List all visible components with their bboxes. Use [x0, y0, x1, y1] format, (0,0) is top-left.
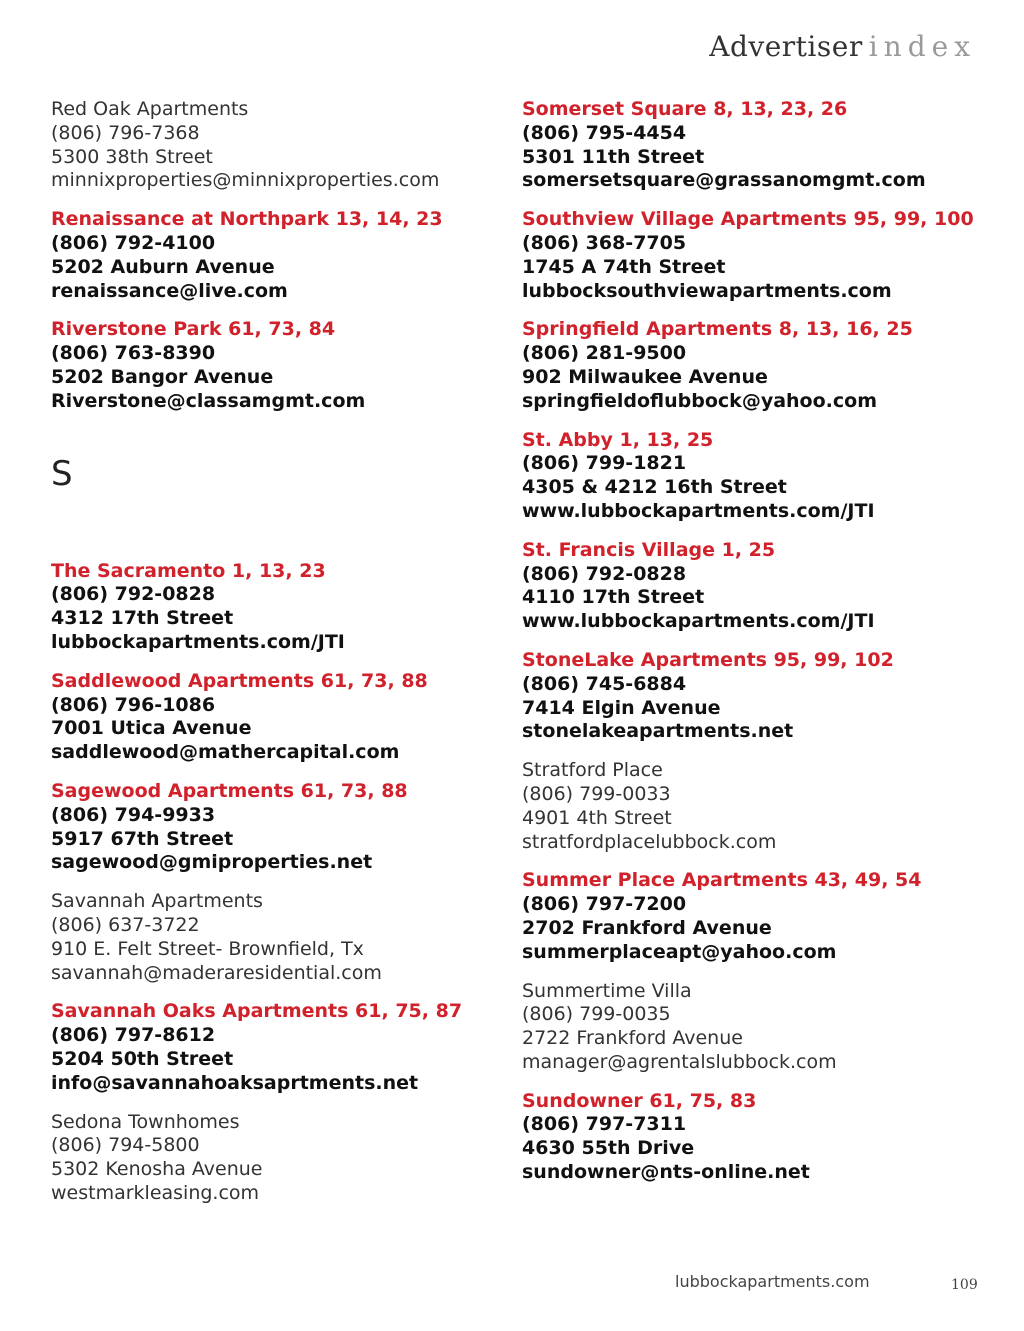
listing-phone: (806) 794-9933: [51, 803, 216, 826]
listing-contact: sundowner@nts-online.net: [522, 1161, 810, 1184]
left-column-top-listings: [51, 98, 491, 414]
listing-address: 7001 Utica Avenue: [51, 717, 252, 740]
listing-phone: (806) 792-0828: [51, 583, 216, 606]
listing-address: 5301 11th Street: [522, 145, 705, 168]
listing-phone: (806) 796-1086: [51, 693, 216, 716]
listing-contact: Riverstone@classamgmt.com: [51, 389, 366, 412]
listing-address: 4312 17th Street: [51, 607, 234, 630]
listing-name: Riverstone Park 61, 73, 84: [51, 318, 336, 341]
listing-contact: sagewood@gmiproperties.net: [51, 851, 373, 874]
listing-entry: [522, 98, 962, 193]
listing-entry: [51, 670, 491, 765]
listing-name: Sundowner 61, 75, 83: [522, 1089, 757, 1112]
listing-contact: westmarkleasing.com: [51, 1181, 260, 1204]
listing-name: Summer Place Apartments 43, 49, 54: [522, 869, 922, 892]
listing-name: Red Oak Apartments: [51, 98, 249, 120]
page-number: 109: [951, 1277, 978, 1293]
listing-address: 7414 Elgin Avenue: [522, 696, 721, 719]
section-letter: S: [51, 453, 73, 494]
listing-contact: saddlewood@mathercapital.com: [51, 741, 400, 764]
listing-address: 5202 Auburn Avenue: [51, 255, 275, 278]
listing-contact: stonelakeapartments.net: [522, 720, 794, 743]
page-header: [709, 30, 976, 63]
listing-address: 4901 4th Street: [522, 806, 672, 829]
header-title-word: Advertiser: [709, 30, 863, 63]
listing-entry: [522, 1090, 962, 1185]
listing-name: Stratford Place: [522, 759, 663, 782]
listing-name: Savannah Apartments: [51, 890, 263, 913]
listing-entry: [522, 429, 962, 524]
listing-contact: info@savannahoaksaprtments.net: [51, 1071, 419, 1094]
listing-phone: (806) 794-5800: [51, 1134, 200, 1157]
listing-contact: springfieldoflubbock@yahoo.com: [522, 389, 877, 412]
listing-entry: [51, 208, 491, 303]
listing-entry: [522, 759, 962, 854]
listing-phone: (806) 799-0033: [522, 782, 671, 805]
listing-address: 5302 Kenosha Avenue: [51, 1158, 263, 1181]
listing-contact: savannah@maderaresidential.com: [51, 961, 382, 984]
listing-phone: (806) 797-7200: [522, 893, 687, 916]
listing-address: 4110 17th Street: [522, 586, 705, 609]
listing-phone: (806) 792-4100: [51, 231, 216, 254]
listing-address: 2722 Frankford Avenue: [522, 1027, 743, 1050]
listing-address: 4305 & 4212 16th Street: [522, 476, 787, 499]
listing-entry: [51, 98, 491, 193]
listing-entry: [522, 208, 974, 303]
listing-phone: (806) 797-7311: [522, 1113, 687, 1136]
listing-entry: [522, 869, 962, 964]
listing-address: 902 Milwaukee Avenue: [522, 365, 768, 388]
listing-name: StoneLake Apartments 95, 99, 102: [522, 648, 894, 671]
listing-phone: (806) 799-0035: [522, 1003, 671, 1026]
listing-address: 2702 Frankford Avenue: [522, 916, 772, 939]
listing-entry: [522, 539, 962, 634]
listing-phone: (806) 745-6884: [522, 672, 687, 695]
listing-address: 4630 55th Drive: [522, 1137, 695, 1160]
listing-entry: [522, 980, 962, 1075]
listing-phone: (806) 792-0828: [522, 562, 687, 585]
listing-address: 910 E. Felt Street- Brownfield, Tx: [51, 937, 364, 960]
listing-name: St. Abby 1, 13, 25: [522, 428, 714, 451]
header-index-word: index: [868, 30, 976, 63]
listing-contact: somersetsquare@grassanomgmt.com: [522, 169, 926, 192]
left-column-bottom-listings: [51, 560, 491, 1206]
listing-entry: [51, 1000, 491, 1095]
listing-phone: (806) 796-7368: [51, 121, 200, 144]
listing-contact: www.lubbockapartments.com/JTI: [522, 499, 875, 522]
listing-name: St. Francis Village 1, 25: [522, 538, 776, 561]
listing-phone: (806) 795-4454: [522, 121, 687, 144]
listing-entry: [51, 1111, 491, 1206]
listing-name: Saddlewood Apartments 61, 73, 88: [51, 669, 428, 692]
left-column: [51, 98, 491, 1221]
listing-address: 5204 50th Street: [51, 1047, 234, 1070]
listing-name: Renaissance at Northpark 13, 14, 23: [51, 208, 443, 231]
right-column-listings: [522, 98, 974, 1185]
listing-contact: stratfordplacelubbock.com: [522, 830, 777, 853]
listing-contact: manager@agrentalslubbock.com: [522, 1050, 837, 1073]
listing-contact: www.lubbockapartments.com/JTI: [522, 610, 875, 633]
listing-contact: minnixproperties@minnixproperties.com: [51, 169, 440, 192]
listing-entry: [51, 890, 491, 985]
listing-entry: [51, 318, 491, 413]
listing-phone: (806) 799-1821: [522, 452, 687, 475]
listing-name: The Sacramento 1, 13, 23: [51, 559, 326, 582]
listing-address: 5202 Bangor Avenue: [51, 365, 274, 388]
listing-name: Summertime Villa: [522, 979, 692, 1002]
listing-contact: lubbocksouthviewapartments.com: [522, 279, 892, 302]
listing-contact: lubbockapartments.com/JTI: [51, 630, 345, 653]
listing-phone: (806) 797-8612: [51, 1024, 216, 1047]
listing-phone: (806) 368-7705: [522, 231, 687, 254]
footer-website: lubbockapartments.com: [675, 1272, 870, 1291]
listing-entry: [51, 780, 491, 875]
listing-name: Southview Village Apartments 95, 99, 100: [522, 208, 974, 231]
listing-name: Sedona Townhomes: [51, 1110, 240, 1133]
listing-address: 1745 A 74th Street: [522, 255, 726, 278]
listing-address: 5917 67th Street: [51, 827, 234, 850]
listing-contact: summerplaceapt@yahoo.com: [522, 940, 837, 963]
listing-address: 5300 38th Street: [51, 145, 213, 168]
listing-phone: (806) 637-3722: [51, 913, 200, 936]
right-column: [522, 98, 974, 1200]
listing-name: Springfield Apartments 8, 13, 16, 25: [522, 318, 913, 341]
listing-name: Somerset Square 8, 13, 23, 26: [522, 98, 848, 120]
listing-entry: [51, 560, 491, 655]
listing-phone: (806) 281-9500: [522, 342, 687, 365]
listing-entry: [522, 318, 962, 413]
listing-contact: renaissance@live.com: [51, 279, 288, 302]
listing-entry: [522, 649, 962, 744]
listing-name: Sagewood Apartments 61, 73, 88: [51, 779, 408, 802]
listing-name: Savannah Oaks Apartments 61, 75, 87: [51, 1000, 463, 1023]
listing-phone: (806) 763-8390: [51, 342, 216, 365]
